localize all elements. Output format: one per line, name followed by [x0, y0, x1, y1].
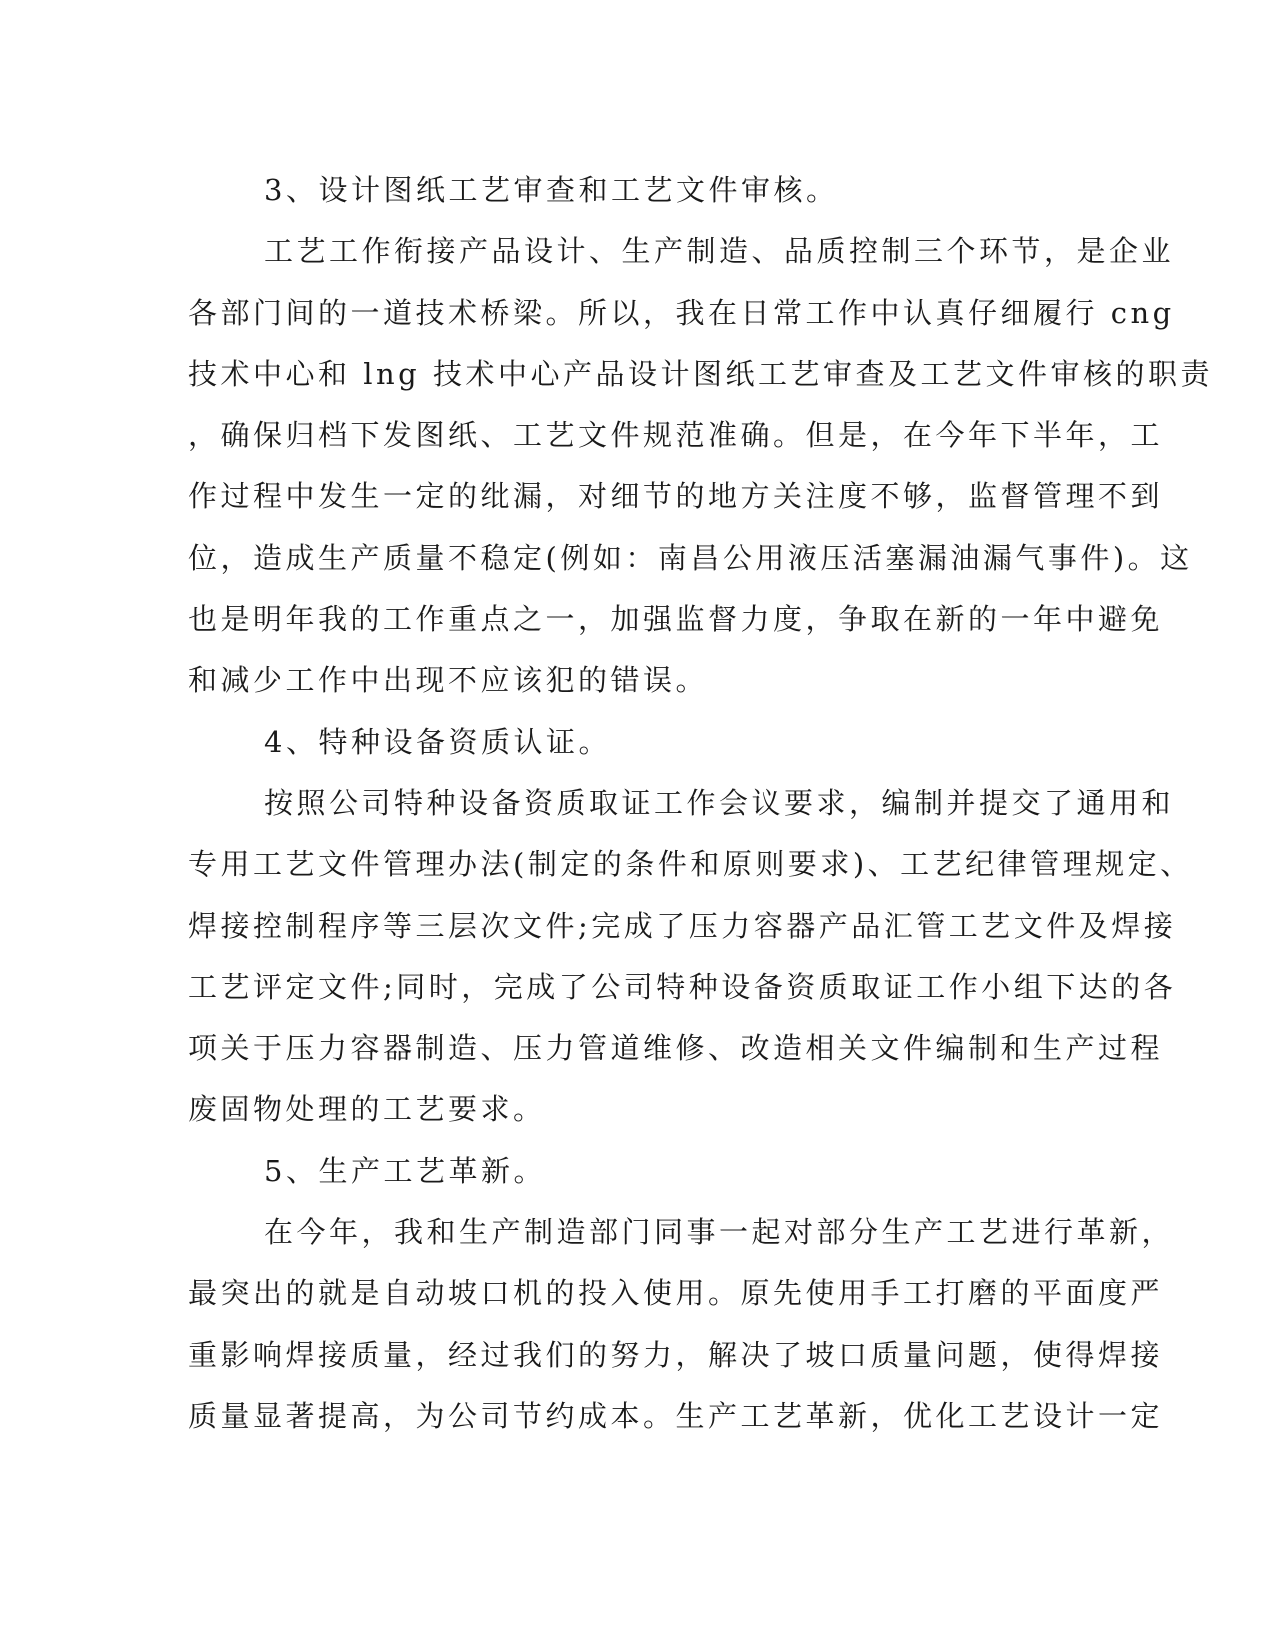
- paragraph-line: 各部门间的一道技术桥梁。所以，我在日常工作中认真仔细履行 cng: [188, 295, 1175, 330]
- paragraph-line: 位，造成生产质量不稳定(例如：南昌公用液压活塞漏油漏气事件)。这: [188, 540, 1193, 575]
- paragraph-line: 重影响焊接质量，经过我们的努力，解决了坡口质量问题，使得焊接: [188, 1337, 1164, 1372]
- paragraph-line: 废固物处理的工艺要求。: [188, 1092, 546, 1127]
- paragraph-line: ，确保归档下发图纸、工艺文件规范准确。但是，在今年下半年，工: [188, 418, 1164, 453]
- section-heading-5: 5、生产工艺革新。: [264, 1153, 546, 1188]
- paragraph-line: 也是明年我的工作重点之一，加强监督力度，争取在新的一年中避免: [188, 602, 1164, 637]
- paragraph-line: 项关于压力容器制造、压力管道维修、改造相关文件编制和生产过程: [188, 1031, 1164, 1066]
- paragraph-line: 按照公司特种设备资质取证工作会议要求，编制并提交了通用和: [264, 785, 1175, 820]
- paragraph-line: 质量显著提高，为公司节约成本。生产工艺革新，优化工艺设计一定: [188, 1398, 1164, 1433]
- paragraph-line: 作过程中发生一定的纰漏，对细节的地方关注度不够，监督管理不到: [188, 479, 1164, 514]
- paragraph-line: 最突出的就是自动坡口机的投入使用。原先使用手工打磨的平面度严: [188, 1276, 1164, 1311]
- paragraph-line: 焊接控制程序等三层次文件;完成了压力容器产品汇管工艺文件及焊接: [188, 908, 1177, 943]
- section-heading-4: 4、特种设备资质认证。: [264, 724, 611, 759]
- paragraph-line: 在今年，我和生产制造部门同事一起对部分生产工艺进行革新，: [264, 1215, 1175, 1250]
- paragraph-line: 工艺评定文件;同时，完成了公司特种设备资质取证工作小组下达的各: [188, 969, 1177, 1004]
- section-heading-3: 3、设计图纸工艺审查和工艺文件审核。: [264, 173, 839, 207]
- document-body: [188, 160, 1213, 1447]
- paragraph-line: 技术中心和 lng 技术中心产品设计图纸工艺审查及工艺文件审核的职责: [188, 356, 1213, 391]
- paragraph-line: 专用工艺文件管理办法(制定的条件和原则要求)、工艺纪律管理规定、: [188, 847, 1193, 882]
- paragraph-line: 和减少工作中出现不应该犯的错误。: [188, 663, 709, 698]
- paragraph-line: 工艺工作衔接产品设计、生产制造、品质控制三个环节，是企业: [264, 234, 1175, 269]
